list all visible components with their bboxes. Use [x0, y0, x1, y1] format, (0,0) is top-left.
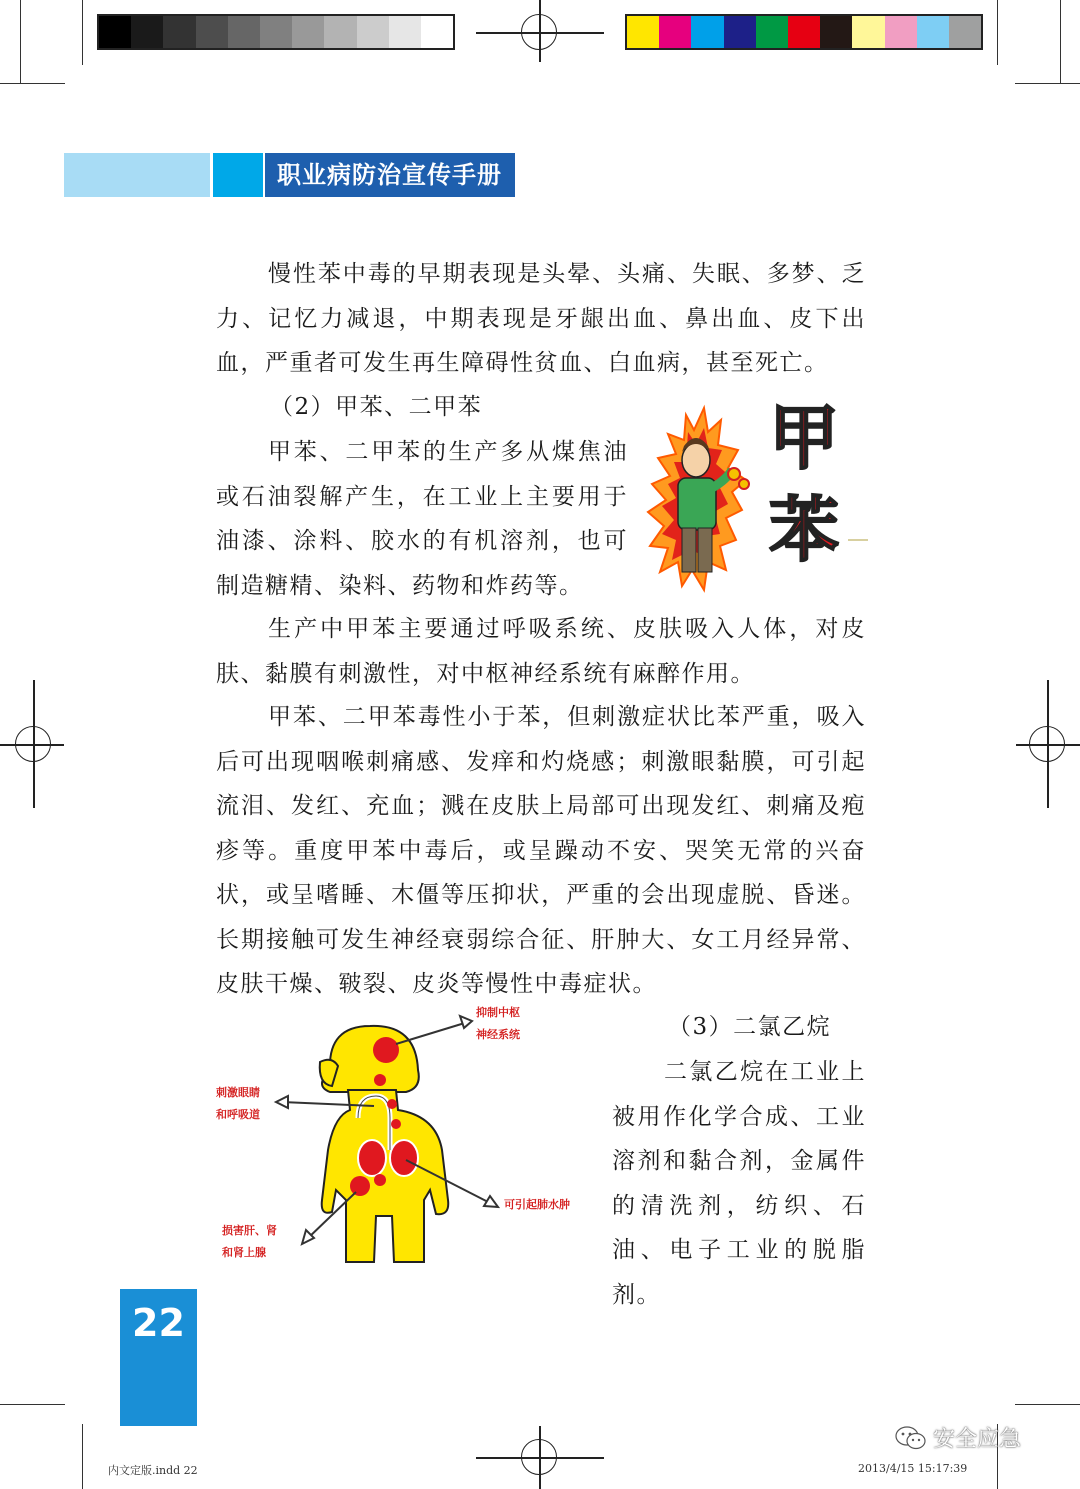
gray-swatch: [196, 16, 228, 48]
section-heading-dichloroethane: （3）二氯乙烷: [668, 1014, 832, 1040]
toluene-sign-char1: 甲: [769, 400, 839, 479]
gray-swatch: [357, 16, 389, 48]
gray-swatch: [163, 16, 195, 48]
paragraph-dichloroethane-uses: 二氯乙烷在工业上被用作化学合成、工业溶剂和黏合剂，金属件的清洗剂，纺织、石油、电子工业的脱脂剂。: [612, 1059, 866, 1308]
paragraph-toluene-exposure: 生产中甲苯主要通过呼吸系统、皮肤吸入人体，对皮肤、黏膜有刺激性，对中枢神经系统有麻醉作用。: [216, 616, 866, 687]
label-pulmonary-edema: 可引起肺水肿: [504, 1198, 570, 1211]
header-title: 职业病防治宣传手册: [265, 153, 515, 197]
paragraph-benzene-chronic: 慢性苯中毒的早期表现是头晕、头痛、失眠、多梦、乏力、记忆力减退，中期表现是牙龈出血、鼻出血、皮下出血，严重者可发生再生障碍性贫血、白血病，甚至死亡。: [216, 261, 866, 376]
header-band-mid: [213, 153, 263, 197]
label-eyes-line2: 和呼吸道: [216, 1108, 260, 1121]
color-swatch: [659, 16, 691, 48]
crop-mark: [82, 1424, 83, 1489]
crop-mark: [1015, 1404, 1080, 1405]
header-band-light: [64, 153, 210, 197]
label-liver: [222, 1220, 277, 1264]
registration-mark-top: [539, 0, 541, 62]
registration-mark-left: [33, 680, 35, 808]
color-swatch: [724, 16, 756, 48]
page-number-tab: [120, 1289, 197, 1426]
label-cns: [476, 1002, 520, 1046]
color-swatch: [852, 16, 884, 48]
label-cns-line2: 神经系统: [476, 1028, 520, 1041]
color-swatch: [691, 16, 723, 48]
watermark-text: 安全应急: [933, 1427, 1022, 1452]
gray-swatch: [260, 16, 292, 48]
footer-file-name: 内文定版.indd 22: [108, 1464, 198, 1477]
crop-mark: [1060, 0, 1061, 84]
gray-swatch: [421, 16, 453, 48]
section-heading-toluene: （2）甲苯、二甲苯: [270, 394, 483, 420]
burning-man-illustration: [646, 400, 868, 595]
paragraph-toluene-sources: 甲苯、二甲苯的生产多从煤焦油或石油裂解产生，在工业上主要用于油漆、涂料、胶水的有机溶剂，也可制造糖精、染料、药物和炸药等。: [216, 439, 628, 599]
process-color-bar: [625, 14, 983, 50]
crop-mark: [1015, 83, 1080, 84]
color-swatch: [917, 16, 949, 48]
crop-mark: [82, 0, 83, 65]
color-swatch: [885, 16, 917, 48]
crop-mark: [0, 1404, 65, 1405]
crop-mark: [997, 0, 998, 65]
toluene-illustration: [646, 400, 868, 595]
label-liver-line2: 和肾上腺: [222, 1246, 266, 1259]
crop-mark: [0, 83, 65, 84]
color-swatch: [820, 16, 852, 48]
color-swatch: [756, 16, 788, 48]
wechat-icon: [895, 1425, 927, 1451]
gray-swatch: [292, 16, 324, 48]
label-eyes-line1: 刺激眼睛: [216, 1086, 260, 1099]
label-liver-line1: 损害肝、肾: [222, 1224, 277, 1237]
paragraph-toluene-symptoms: 甲苯、二甲苯毒性小于苯，但刺激症状比苯严重，吸入后可出现咽喉刺痛感、发痒和灼烧感；刺激眼黏膜，可引起流泪、发红、充血；溅在皮肤上局部可出现发红、刺痛及疱疹等。重度甲苯中毒后，或呈躁动不安、哭笑无常的兴奋状，或呈嗜睡、木僵等压抑状，严重的会出现虚脱、昏迷。长期接触可发生神经衰弱综合征、肝肿大、女工月经异常、皮肤干燥、皲裂、皮炎等慢性中毒症状。: [216, 704, 866, 997]
grayscale-color-bar: [97, 14, 455, 50]
label-eyes: [216, 1082, 260, 1126]
gray-swatch: [228, 16, 260, 48]
footer-timestamp: 2013/4/15 15:17:39: [858, 1462, 968, 1475]
page-number: 22: [132, 1301, 185, 1345]
toluene-sign-char2: 苯: [769, 489, 839, 571]
color-swatch: [627, 16, 659, 48]
gray-swatch: [131, 16, 163, 48]
gray-swatch: [389, 16, 421, 48]
gray-swatch: [324, 16, 356, 48]
registration-mark-left: [0, 744, 64, 746]
watermark: [895, 1422, 1021, 1453]
registration-mark-bottom: [539, 1426, 541, 1489]
gray-swatch: [99, 16, 131, 48]
registration-mark-right: [1047, 680, 1049, 808]
crop-mark: [20, 0, 21, 84]
color-swatch: [788, 16, 820, 48]
body-effects-diagram: [210, 1000, 600, 1270]
color-swatch: [949, 16, 981, 48]
label-cns-line1: 抑制中枢: [476, 1006, 520, 1019]
